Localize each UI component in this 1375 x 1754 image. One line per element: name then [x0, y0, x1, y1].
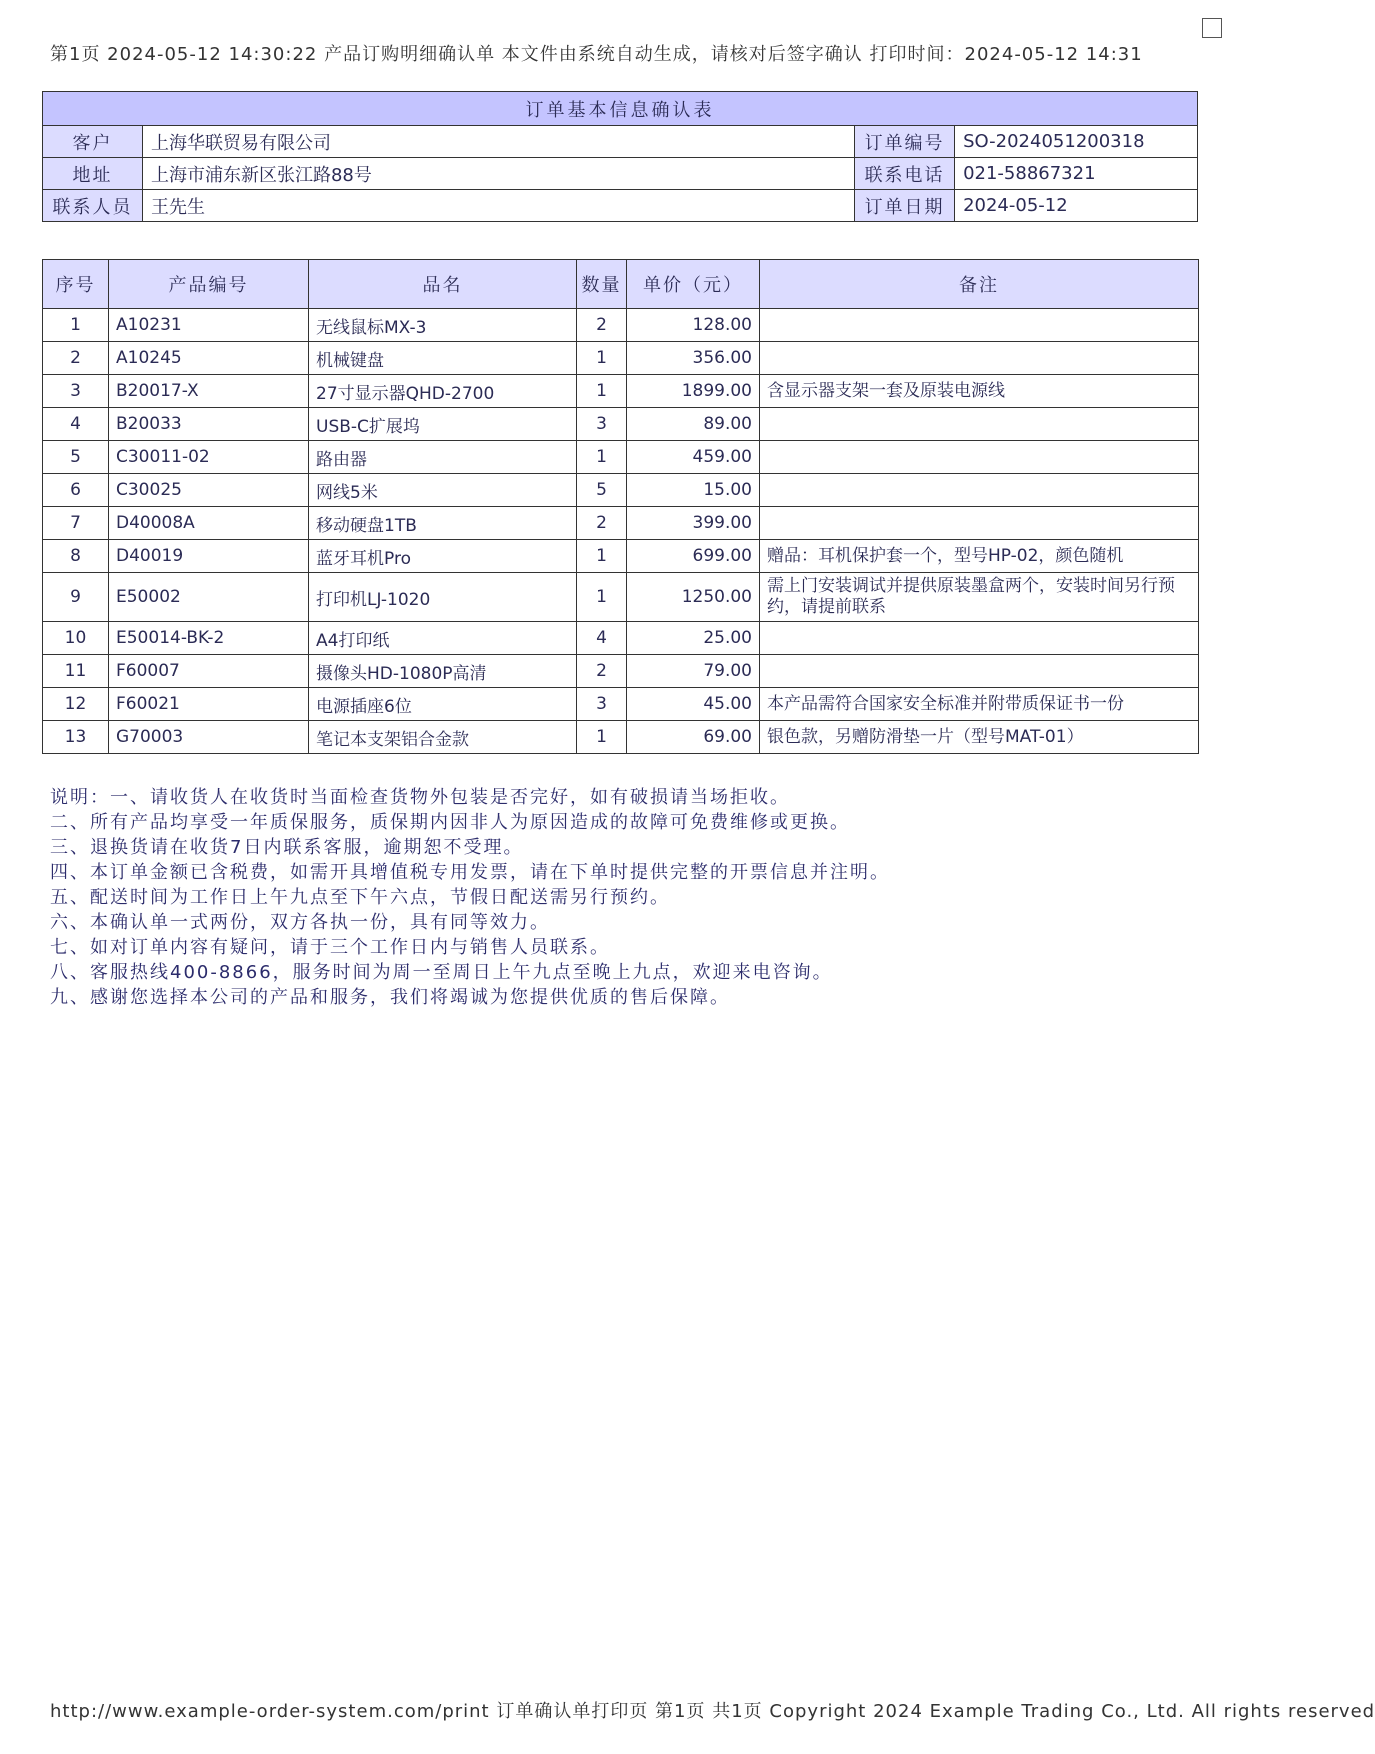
cell-qty: 5 — [577, 474, 627, 507]
cell-code: E50002 — [109, 573, 309, 622]
cell-name: 蓝牙耳机Pro — [309, 540, 577, 573]
table-row — [43, 540, 1199, 573]
cell-remark — [760, 408, 1199, 441]
cell-price: 25.00 — [627, 622, 760, 655]
note-line: 五、配送时间为工作日上午九点至下午六点，节假日配送需另行预约。 — [50, 887, 670, 908]
page-header: 第1页 2024-05-12 14:30:22 产品订购明细确认单 本文件由系统自动生成，请核对后签字确认 打印时间：2024-05-12 14:31 — [50, 44, 1143, 65]
cell-qty: 3 — [577, 408, 627, 441]
info-value-phone: 021-58867321 — [955, 158, 1198, 190]
cell-qty: 2 — [577, 655, 627, 688]
page-corner-checkbox — [1202, 18, 1222, 38]
table-row — [43, 622, 1199, 655]
cell-name: A4打印纸 — [309, 622, 577, 655]
cell-qty: 4 — [577, 622, 627, 655]
cell-remark — [760, 622, 1199, 655]
info-value-address: 上海市浦东新区张江路88号 — [142, 158, 854, 190]
note-line: 二、所有产品均享受一年质保服务，质保期内因非人为原因造成的故障可免费维修或更换。 — [50, 812, 850, 833]
cell-price: 89.00 — [627, 408, 760, 441]
items-header-row — [43, 260, 1199, 309]
cell-no: 3 — [43, 375, 109, 408]
note-line: 六、本确认单一式两份，双方各执一份，具有同等效力。 — [50, 912, 550, 933]
cell-qty: 2 — [577, 309, 627, 342]
cell-code: A10245 — [109, 342, 309, 375]
table-row — [43, 721, 1199, 754]
cell-no: 2 — [43, 342, 109, 375]
note-line: 七、如对订单内容有疑问，请于三个工作日内与销售人员联系。 — [50, 937, 610, 958]
cell-no: 9 — [43, 573, 109, 622]
col-header-no: 序号 — [43, 260, 109, 309]
cell-name: USB-C扩展坞 — [309, 408, 577, 441]
items-table — [42, 259, 1199, 754]
table-row — [43, 375, 1199, 408]
cell-code: B20017-X — [109, 375, 309, 408]
cell-remark — [760, 342, 1199, 375]
notes-section — [50, 785, 1150, 1010]
cell-remark: 需上门安装调试并提供原装墨盒两个，安装时间另行预约，请提前联系 — [760, 573, 1199, 622]
table-row — [43, 441, 1199, 474]
cell-remark: 本产品需符合国家安全标准并附带质保证书一份 — [760, 688, 1199, 721]
cell-price: 699.00 — [627, 540, 760, 573]
cell-qty: 3 — [577, 688, 627, 721]
table-row — [43, 408, 1199, 441]
col-header-remark: 备注 — [760, 260, 1199, 309]
table-row — [43, 573, 1199, 622]
cell-code: D40008A — [109, 507, 309, 540]
cell-price: 45.00 — [627, 688, 760, 721]
cell-name: 电源插座6位 — [309, 688, 577, 721]
cell-remark — [760, 309, 1199, 342]
cell-price: 79.00 — [627, 655, 760, 688]
cell-remark — [760, 441, 1199, 474]
cell-qty: 1 — [577, 441, 627, 474]
cell-name: 机械键盘 — [309, 342, 577, 375]
info-label-phone: 联系电话 — [855, 158, 955, 190]
cell-code: F60007 — [109, 655, 309, 688]
info-label-address: 地址 — [43, 158, 143, 190]
cell-code: C30011-02 — [109, 441, 309, 474]
info-row — [43, 158, 1198, 190]
cell-code: D40019 — [109, 540, 309, 573]
cell-price: 15.00 — [627, 474, 760, 507]
cell-remark: 含显示器支架一套及原装电源线 — [760, 375, 1199, 408]
info-label-contact: 联系人员 — [43, 190, 143, 222]
cell-no: 8 — [43, 540, 109, 573]
cell-name: 摄像头HD-1080P高清 — [309, 655, 577, 688]
col-header-code: 产品编号 — [109, 260, 309, 309]
cell-code: E50014-BK-2 — [109, 622, 309, 655]
cell-no: 11 — [43, 655, 109, 688]
cell-no: 5 — [43, 441, 109, 474]
page-footer: http://www.example-order-system.com/print 订单确认单打印页 第1页 共1页 Copyright 2024 Example Trading Co., Ltd. All rights reserved — [50, 1701, 1375, 1722]
info-label-order-number: 订单编号 — [855, 126, 955, 158]
cell-no: 10 — [43, 622, 109, 655]
cell-remark — [760, 507, 1199, 540]
table-row — [43, 507, 1199, 540]
info-value-order-number: SO-2024051200318 — [955, 126, 1198, 158]
cell-remark — [760, 655, 1199, 688]
cell-qty: 2 — [577, 507, 627, 540]
info-value-order-date: 2024-05-12 — [955, 190, 1198, 222]
cell-name: 路由器 — [309, 441, 577, 474]
note-line: 三、退换货请在收货7日内联系客服，逾期恕不受理。 — [50, 837, 524, 858]
cell-remark — [760, 474, 1199, 507]
cell-name: 无线鼠标MX-3 — [309, 309, 577, 342]
cell-price: 459.00 — [627, 441, 760, 474]
cell-no: 7 — [43, 507, 109, 540]
note-line: 四、本订单金额已含税费，如需开具增值税专用发票，请在下单时提供完整的开票信息并注明。 — [50, 862, 890, 883]
table-row — [43, 309, 1199, 342]
cell-remark: 赠品：耳机保护套一个，型号HP-02，颜色随机 — [760, 540, 1199, 573]
col-header-name: 品名 — [309, 260, 577, 309]
table-row — [43, 655, 1199, 688]
cell-no: 6 — [43, 474, 109, 507]
cell-qty: 1 — [577, 721, 627, 754]
cell-price: 69.00 — [627, 721, 760, 754]
info-label-order-date: 订单日期 — [855, 190, 955, 222]
info-value-customer: 上海华联贸易有限公司 — [142, 126, 854, 158]
cell-no: 13 — [43, 721, 109, 754]
cell-name: 打印机LJ-1020 — [309, 573, 577, 622]
table-row — [43, 474, 1199, 507]
cell-no: 1 — [43, 309, 109, 342]
note-line: 九、感谢您选择本公司的产品和服务，我们将竭诚为您提供优质的售后保障。 — [50, 987, 730, 1008]
col-header-qty: 数量 — [577, 260, 627, 309]
info-label-customer: 客户 — [43, 126, 143, 158]
cell-price: 1899.00 — [627, 375, 760, 408]
cell-price: 356.00 — [627, 342, 760, 375]
info-table-title: 订单基本信息确认表 — [43, 92, 1198, 126]
cell-code: F60021 — [109, 688, 309, 721]
note-line: 说明：一、请收货人在收货时当面检查货物外包装是否完好，如有破损请当场拒收。 — [50, 787, 790, 808]
cell-price: 128.00 — [627, 309, 760, 342]
table-row — [43, 342, 1199, 375]
cell-price: 1250.00 — [627, 573, 760, 622]
cell-qty: 1 — [577, 540, 627, 573]
cell-remark: 银色款，另赠防滑垫一片（型号MAT-01） — [760, 721, 1199, 754]
note-line: 八、客服热线400-8866，服务时间为周一至周日上午九点至晚上九点，欢迎来电咨询。 — [50, 962, 833, 983]
cell-no: 4 — [43, 408, 109, 441]
cell-name: 27寸显示器QHD-2700 — [309, 375, 577, 408]
cell-code: A10231 — [109, 309, 309, 342]
cell-code: G70003 — [109, 721, 309, 754]
cell-name: 笔记本支架铝合金款 — [309, 721, 577, 754]
col-header-price: 单价（元） — [627, 260, 760, 309]
cell-name: 网线5米 — [309, 474, 577, 507]
cell-code: B20033 — [109, 408, 309, 441]
order-info-table — [42, 91, 1198, 222]
cell-price: 399.00 — [627, 507, 760, 540]
cell-no: 12 — [43, 688, 109, 721]
info-row — [43, 126, 1198, 158]
cell-qty: 1 — [577, 342, 627, 375]
cell-name: 移动硬盘1TB — [309, 507, 577, 540]
info-row — [43, 190, 1198, 222]
cell-qty: 1 — [577, 573, 627, 622]
cell-code: C30025 — [109, 474, 309, 507]
table-row — [43, 688, 1199, 721]
cell-qty: 1 — [577, 375, 627, 408]
info-value-contact: 王先生 — [142, 190, 854, 222]
